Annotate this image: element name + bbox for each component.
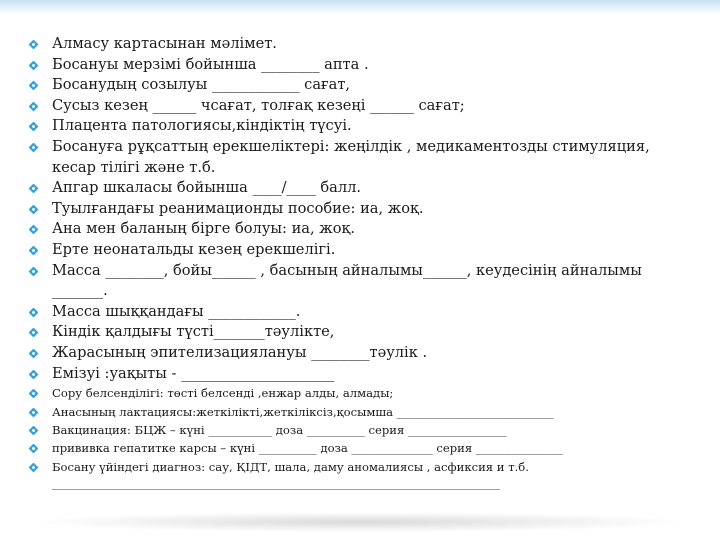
list-item <box>30 364 695 385</box>
list-item <box>30 302 695 323</box>
list-item <box>30 178 695 199</box>
list-item <box>30 96 695 117</box>
list-item-text: Жарасының эпителизациялануы ________тәулік . <box>52 343 428 361</box>
diamond-bullet-icon <box>29 407 39 417</box>
list-item <box>30 403 695 421</box>
list-item <box>30 343 695 364</box>
list-item-text: прививка гепатитке карсы – күні __________ доза ______________ серия _______________ <box>52 441 563 456</box>
diamond-bullet-icon <box>29 204 39 214</box>
list-item-text: Емізуі :уақыты - _____________________ <box>52 364 335 382</box>
list-item-text: Вакцинация: БЦЖ – күні ___________ доза __________ серия _________________ <box>52 422 507 437</box>
diamond-bullet-icon <box>29 425 39 435</box>
diamond-bullet-icon <box>29 184 39 194</box>
diamond-bullet-icon <box>29 369 39 379</box>
diamond-bullet-icon <box>29 101 39 111</box>
diamond-bullet-icon <box>29 40 39 50</box>
list-item <box>30 384 695 402</box>
list-item-text: Анасының лактациясы:жеткілікті,жеткіліксіз,қосымша ___________________________ <box>52 404 554 419</box>
list-item <box>30 34 695 55</box>
underline-blank-line: ________________________________________________________________________________ <box>52 476 500 491</box>
main-bullet-list <box>30 34 695 384</box>
list-item-text: Алмасу картасынан мәлімет. <box>52 35 277 52</box>
list-item <box>30 439 695 457</box>
list-item-text: Сусыз кезең ______ чсағат, толғақ кезеңі ______ сағат; <box>52 96 465 114</box>
list-item <box>30 261 695 302</box>
list-item <box>30 219 695 240</box>
list-item <box>30 116 695 137</box>
list-item-text: Босануы мерзімі бойынша ________ апта . <box>52 55 369 73</box>
list-item-text: Ерте неонатальды кезең ерекшелігі. <box>52 240 336 258</box>
bottom-shadow-decoration <box>30 512 690 532</box>
secondary-bullet-list <box>30 384 695 476</box>
diamond-bullet-icon <box>29 225 39 235</box>
list-item-text: Сору белсенділігі: төсті белсенді ,енжар алды, алмады; <box>52 386 394 401</box>
list-item-text: Масса ________, бойы______ , басының айналымы______, кеудесінің айналымы _______. <box>52 261 642 300</box>
top-glow-decoration <box>0 0 720 14</box>
list-item <box>30 199 695 220</box>
slide-content <box>30 34 695 490</box>
diamond-bullet-icon <box>29 389 39 399</box>
list-item <box>30 75 695 96</box>
list-item-text: Плацента патологиясы,кіндіктің түсуі. <box>52 117 352 135</box>
list-item <box>30 458 695 476</box>
list-item-text: Ана мен баланың бірге болуы: иа, жоқ. <box>52 220 355 238</box>
list-item-text: Кіндік қалдығы түсті_______тәулікте, <box>52 323 335 341</box>
list-item-text: Босануға рұқсаттың ерекшеліктері: жеңілдік , медикаментозды стимуляция, кесар тілігі және т.б. <box>52 137 650 176</box>
diamond-bullet-icon <box>29 307 39 317</box>
list-item-text: Босану үйіндегі диагноз: сау, ҚІДТ, шала, даму аномалиясы , асфиксия и т.б. <box>52 459 529 474</box>
list-item-text: Босанудың созылуы ____________ сағат, <box>52 76 351 94</box>
list-item <box>30 240 695 261</box>
list-item <box>30 55 695 76</box>
diamond-bullet-icon <box>29 122 39 132</box>
diamond-bullet-icon <box>29 245 39 255</box>
list-item <box>30 137 695 178</box>
diamond-bullet-icon <box>29 60 39 70</box>
diamond-bullet-icon <box>29 462 39 472</box>
list-item <box>30 421 695 439</box>
list-item-text: Апгар шкаласы бойынша ____/____ балл. <box>52 179 362 197</box>
diamond-bullet-icon <box>29 348 39 358</box>
list-item-text: Туылғандағы реанимационды пособие: иа, жоқ. <box>52 199 424 217</box>
diamond-bullet-icon <box>29 444 39 454</box>
diamond-bullet-icon <box>29 266 39 276</box>
list-item <box>30 322 695 343</box>
diamond-bullet-icon <box>29 81 39 91</box>
diamond-bullet-icon <box>29 328 39 338</box>
diamond-bullet-icon <box>29 143 39 153</box>
list-item-text: Масса шыққандағы ____________. <box>52 302 301 320</box>
